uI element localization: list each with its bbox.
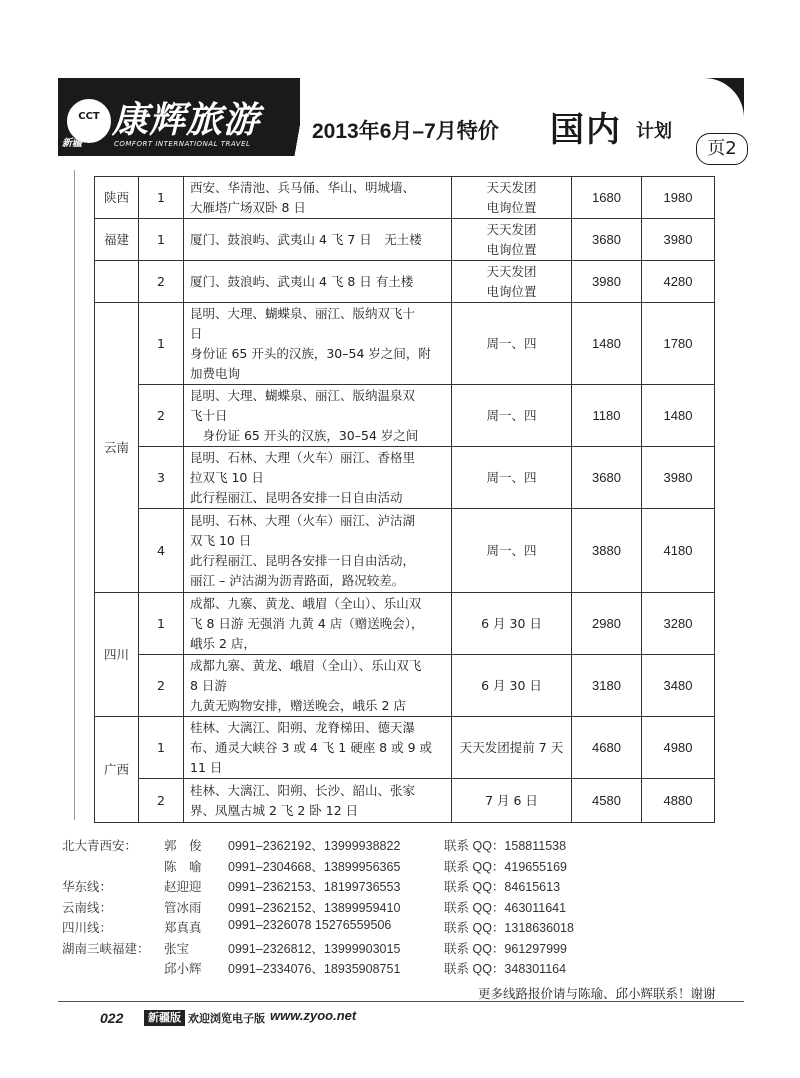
route-description: 昆明、大理、蝴蝶泉、丽江、版纳双飞十 日 身份证 65 开头的汉族，30–54 岁之间，附 加费电询 — [184, 303, 452, 385]
price-2: 3980 — [642, 219, 715, 261]
price-1: 1480 — [572, 303, 642, 385]
route-number: 2 — [139, 779, 184, 823]
province-cell — [95, 261, 139, 303]
province-cell: 四川 — [95, 593, 139, 717]
price-2: 4880 — [642, 779, 715, 823]
price-1: 4580 — [572, 779, 642, 823]
route-number: 2 — [139, 261, 184, 303]
route-number: 1 — [139, 593, 184, 655]
page-tag: 页2 — [696, 133, 748, 165]
route-description: 成都、九寨、黄龙、峨眉（全山）、乐山双 飞 8 日游 无强消 九黄 4 店（赠送晚会）， 峨乐 2 店， — [184, 593, 452, 655]
contact-row — [62, 898, 762, 919]
contact-name: 赵迎迎 — [164, 879, 202, 894]
contact-phone: 0991–2362153、18199736553 — [228, 880, 401, 894]
website-link[interactable]: www.zyoo.net — [270, 1008, 357, 1023]
contact-name: 郭 俊 — [164, 838, 202, 853]
departure-date: 6 月 30 日 — [452, 655, 572, 717]
table-row — [95, 177, 715, 219]
route-description: 厦门、鼓浪屿、武夷山 4 飞 7 日 无土楼 — [184, 219, 452, 261]
table-row — [95, 779, 715, 823]
province-cell: 陕西 — [95, 177, 139, 219]
contact-row — [62, 918, 762, 939]
route-description: 成都九寨、黄龙、峨眉（全山）、乐山双飞 8 日游 九黄无购物安排，赠送晚会，峨乐 2 店 — [184, 655, 452, 717]
table-row — [95, 593, 715, 655]
route-number: 1 — [139, 177, 184, 219]
price-1: 1680 — [572, 177, 642, 219]
contact-qq: 联系 QQ：84615613 — [444, 880, 561, 894]
route-number: 2 — [139, 655, 184, 717]
contact-list — [62, 836, 762, 980]
route-description: 桂林、大漓江、阳朔、龙脊梯田、德天瀑 布、通灵大峡谷 3 或 4 飞 1 硬座 8 或 9 或 11 日 — [184, 717, 452, 779]
contact-row — [62, 836, 762, 857]
departure-date: 天天发团 电询位置 — [452, 261, 572, 303]
contact-phone: 0991–2326078 15276559506 — [228, 918, 392, 932]
route-description: 昆明、石林、大理（火车）丽江、泸沽湖 双飞 10 日 此行程丽江、昆明各安排一日自由活动， 丽江 – 泸沽湖为沥青路面，路况较差。 — [184, 509, 452, 593]
page-title-date: 2013年6月–7月特价 — [312, 120, 499, 143]
price-1: 3680 — [572, 219, 642, 261]
province-cell: 福建 — [95, 219, 139, 261]
contact-name: 张宝 — [164, 940, 190, 956]
contact-qq: 联系 QQ：419655169 — [444, 859, 567, 874]
departure-date: 周一、四 — [452, 447, 572, 509]
logo-region: 新疆 — [62, 138, 82, 149]
page-number: 022 — [100, 1010, 124, 1026]
brand-english-name: COMFORT INTERNATIONAL TRAVEL — [114, 140, 251, 148]
route-description: 厦门、鼓浪屿、武夷山 4 飞 8 日 有土楼 — [184, 261, 452, 303]
page-title-domestic: 国内 — [550, 110, 622, 150]
contact-phone: 0991–2362152、13899959410 — [228, 900, 401, 915]
table-row — [95, 655, 715, 717]
price-2: 3280 — [642, 593, 715, 655]
route-number: 2 — [139, 385, 184, 447]
table-row — [95, 219, 715, 261]
contact-phone: 0991–2362192、13999938822 — [228, 839, 401, 853]
route-description: 西安、华清池、兵马俑、华山、明城墙、 大雁塔广场双卧 8 日 — [184, 177, 452, 219]
table-row — [95, 447, 715, 509]
price-2: 1780 — [642, 303, 715, 385]
price-1: 2980 — [572, 593, 642, 655]
contact-line: 四川线： — [62, 920, 113, 935]
price-1: 3680 — [572, 447, 642, 509]
contact-row — [62, 857, 762, 878]
table-row — [95, 509, 715, 593]
contact-line: 云南线： — [62, 899, 113, 915]
price-1: 4680 — [572, 717, 642, 779]
departure-date: 天天发团提前 7 天 — [452, 717, 572, 779]
route-number: 1 — [139, 219, 184, 261]
contact-line: 北大青西安： — [62, 838, 138, 853]
left-margin-rule — [74, 170, 75, 820]
route-number: 1 — [139, 303, 184, 385]
contact-line: 湖南三峡福建： — [62, 940, 150, 956]
tour-price-table — [94, 176, 715, 823]
table-row — [95, 261, 715, 303]
contact-row — [62, 877, 762, 898]
price-1: 3180 — [572, 655, 642, 717]
route-description: 昆明、大理、蝴蝶泉、丽江、版纳温泉双 飞十日 身份证 65 开头的汉族，30–54 岁之间 — [184, 385, 452, 447]
contact-phone: 0991–2326812、13999903015 — [228, 941, 401, 956]
contact-qq: 联系 QQ：463011641 — [444, 900, 567, 915]
contact-name: 陈 喻 — [164, 858, 202, 874]
brand-name: 康辉旅游 — [112, 100, 261, 141]
departure-date: 周一、四 — [452, 385, 572, 447]
price-2: 3480 — [642, 655, 715, 717]
price-2: 4180 — [642, 509, 715, 593]
departure-date: 周一、四 — [452, 303, 572, 385]
route-description: 昆明、石林、大理（火车）丽江、香格里 拉双飞 10 日 此行程丽江、昆明各安排一日自由活动 — [184, 447, 452, 509]
route-number: 1 — [139, 717, 184, 779]
footer-contact-note: 更多线路报价请与陈瑜、邱小辉联系！谢谢 — [478, 986, 716, 1001]
page-title-plan: 计划 — [636, 121, 672, 142]
price-2: 4280 — [642, 261, 715, 303]
route-description: 桂林、大漓江、阳朔、长沙、韶山、张家 界、凤凰古城 2 飞 2 卧 12 日 — [184, 779, 452, 823]
price-2: 3980 — [642, 447, 715, 509]
price-1: 3980 — [572, 261, 642, 303]
contact-line: 华东线： — [62, 879, 113, 894]
price-2: 4980 — [642, 717, 715, 779]
logo-badge-text: CCT — [78, 111, 100, 122]
price-1: 1180 — [572, 385, 642, 447]
contact-name: 管冰雨 — [164, 899, 202, 915]
table-row — [95, 385, 715, 447]
edition-badge: 新疆版 — [144, 1010, 185, 1026]
contact-name: 郑真真 — [164, 920, 202, 935]
table-row — [95, 717, 715, 779]
departure-date: 6 月 30 日 — [452, 593, 572, 655]
contact-row — [62, 959, 762, 980]
province-cell: 广西 — [95, 717, 139, 823]
departure-date: 7 月 6 日 — [452, 779, 572, 823]
contact-qq: 联系 QQ：158811538 — [444, 839, 567, 853]
contact-qq: 联系 QQ：1318636018 — [444, 921, 574, 935]
contact-qq: 联系 QQ：961297999 — [444, 941, 567, 956]
route-number: 4 — [139, 509, 184, 593]
contact-phone: 0991–2304668、13899956365 — [228, 859, 401, 874]
contact-row — [62, 939, 762, 960]
price-2: 1980 — [642, 177, 715, 219]
contact-phone: 0991–2334076、18935908751 — [228, 962, 401, 976]
price-1: 3880 — [572, 509, 642, 593]
footer-divider — [58, 1001, 744, 1002]
route-number: 3 — [139, 447, 184, 509]
province-cell: 云南 — [95, 303, 139, 593]
table-row — [95, 303, 715, 385]
departure-date: 天天发团 电询位置 — [452, 219, 572, 261]
contact-name: 邱小辉 — [164, 961, 202, 976]
departure-date: 周一、四 — [452, 509, 572, 593]
contact-qq: 联系 QQ：348301164 — [444, 962, 567, 976]
footer-slogan: 欢迎浏览电子版 — [188, 1012, 265, 1025]
price-2: 1480 — [642, 385, 715, 447]
departure-date: 天天发团 电询位置 — [452, 177, 572, 219]
